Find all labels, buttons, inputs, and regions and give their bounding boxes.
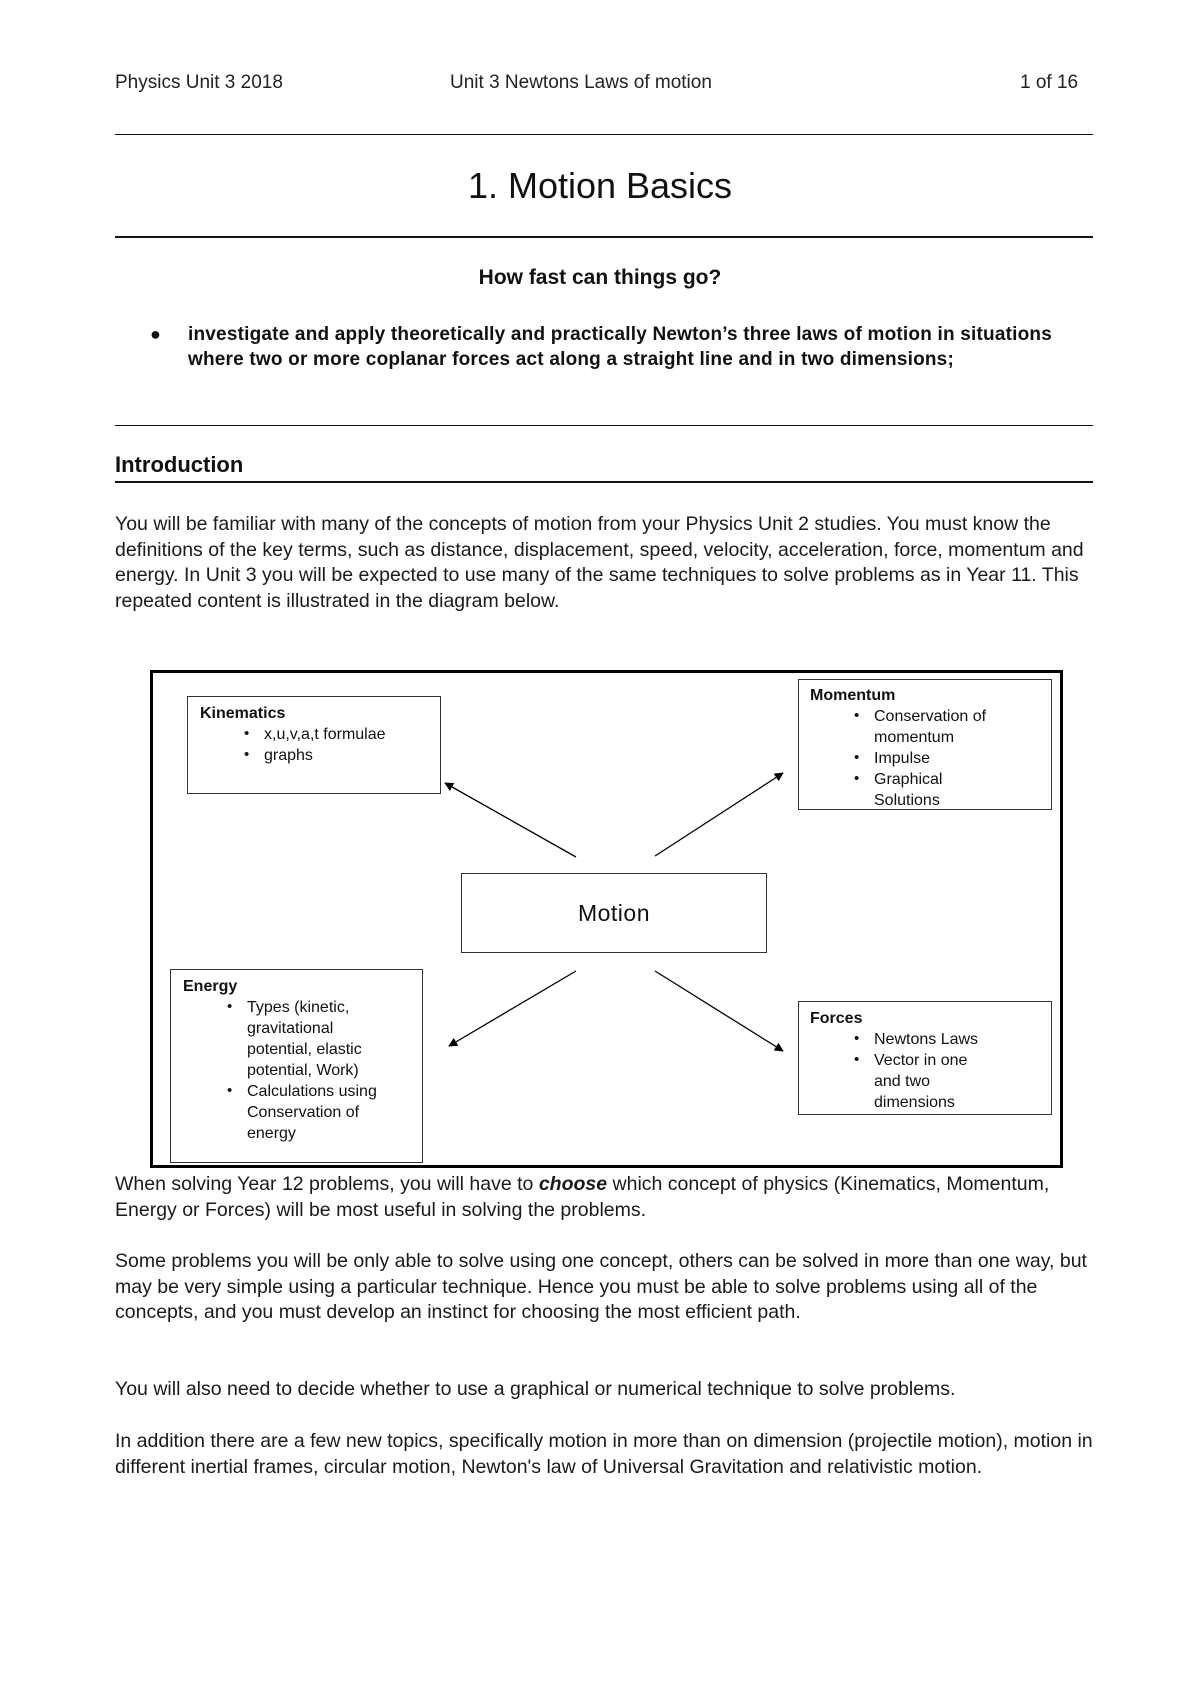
list-item: • Calculations using Conservation of energy xyxy=(183,1081,381,1144)
paragraph-choose-concept xyxy=(115,1172,1100,1223)
paragraph-new-topics: In addition there are a few new topics, specifically motion in more than on dimension (projectile motion), motion in different inertial frames, circular motion, Newton's law of Universal Gravitation and relativistic motion. xyxy=(115,1430,1093,1478)
introduction-underline xyxy=(115,481,1093,483)
arrow-to-forces xyxy=(655,971,783,1051)
title-divider xyxy=(115,236,1093,238)
motion-concept-diagram xyxy=(150,670,1063,1168)
list-item: • graphs xyxy=(200,745,440,766)
forces-box xyxy=(798,1001,1052,1115)
kinematics-box xyxy=(187,696,441,794)
header-center: Unit 3 Newtons Laws of motion xyxy=(450,72,712,93)
page-title: 1. Motion Basics xyxy=(467,165,733,206)
paragraph-choose-before: When solving Year 12 problems, you will have to xyxy=(115,1173,539,1195)
paragraph-choose-emphasis: choose xyxy=(538,1173,608,1195)
motion-center-box xyxy=(461,873,767,953)
arrow-to-energy xyxy=(449,971,576,1046)
intro-paragraph: You will be familiar with many of the concepts of motion from your Physics Unit 2 studies. You must know the definitions of the key terms, such as distance, displacement, speed, velocity, acceleration, force, momentum and energy. In Unit 3 you will be expected to use many of the same techniques to solve problems as in Year 11. This repeated content is illustrated in the diagram below. xyxy=(115,513,1084,612)
paragraph-choose-after: which concept of physics (Kinematics, Momentum, Energy or Forces) will be most useful in solving the problems. xyxy=(115,1173,1050,1221)
arrow-to-kinematics xyxy=(445,783,576,857)
paragraph-technique: You will also need to decide whether to use a graphical or numerical technique to solve problems. xyxy=(115,1378,956,1400)
forces-title: Forces xyxy=(810,1010,863,1027)
paragraph-problem-solving: Some problems you will be only able to solve using one concept, others can be solved in more than one way, but may be very simple using a particular technique. Hence you must be able to solve problems using all of the concepts, and you must develop an instinct for choosing the most efficient path. xyxy=(115,1250,1087,1323)
header-page-number: 1 of 16 xyxy=(1020,72,1079,93)
list-item: • Newtons Laws xyxy=(810,1029,996,1050)
momentum-box xyxy=(798,679,1052,810)
energy-title: Energy xyxy=(183,978,238,995)
arrow-to-momentum xyxy=(655,773,783,856)
subtitle: How fast can things go? xyxy=(478,266,722,289)
list-item: • Types (kinetic, gravitational potential, elastic potential, Work) xyxy=(183,997,381,1081)
objective-divider xyxy=(115,425,1093,426)
learning-objective: investigate and apply theoretically and practically Newton’s three laws of motion in situations where two or more coplanar forces act along a straight line and in two dimensions; xyxy=(188,324,1052,370)
header-left: Physics Unit 3 2018 xyxy=(115,72,283,93)
header-divider xyxy=(115,134,1093,135)
list-item: • Graphical Solutions xyxy=(810,769,1000,811)
kinematics-title: Kinematics xyxy=(200,705,286,722)
list-item: • x,u,v,a,t formulae xyxy=(200,724,440,745)
section-heading-introduction: Introduction xyxy=(115,452,244,477)
energy-box xyxy=(170,969,423,1163)
list-item: • Conservation of momentum xyxy=(810,706,1000,748)
list-item: • Impulse xyxy=(810,748,1000,769)
bullet-icon: ● xyxy=(150,324,161,344)
motion-label: Motion xyxy=(577,900,651,926)
momentum-title: Momentum xyxy=(810,687,896,704)
list-item: • Vector in one and two dimensions xyxy=(810,1050,996,1113)
